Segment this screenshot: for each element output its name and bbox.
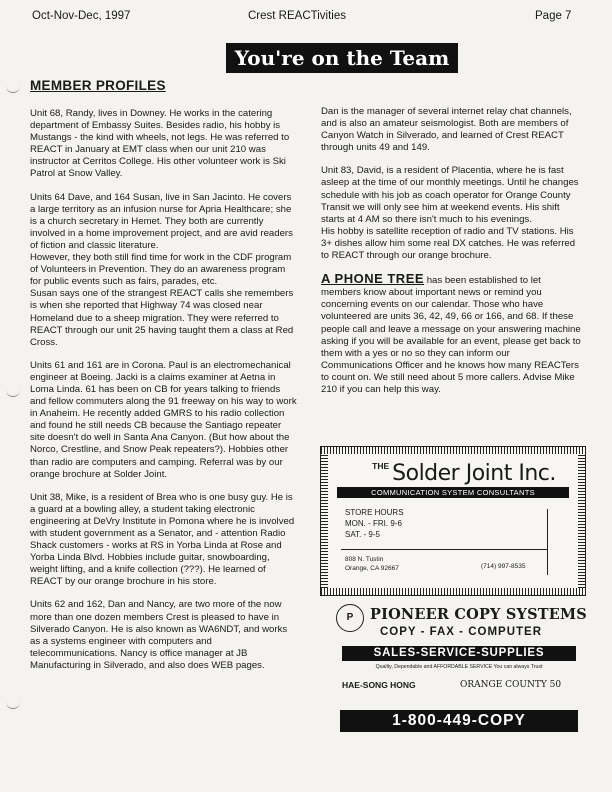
address-street: 808 N. Tustin [345,556,384,563]
ad-border-right [578,454,585,588]
pioneer-seal-icon: P [336,604,364,632]
pioneer-quality-line: Quality, Dependable and AFFORDABLE SERVICE You can always Trust [375,664,543,670]
header-date: Oct-Nov-Dec, 1997 [32,10,131,22]
pioneer-phone: 1-800-449-COPY [340,710,578,732]
profile-paul-jacki: Units 61 and 161 are in Corona. Paul is an electromechanical engineer at Boeing. Jacki is a claims examiner at Aetna in Loma Linda. 61 has been on CB for years talking to friends and fellow commuters along the 91 freeway on his way to work in Anaheim. He recently added GMRS to his radio collection and found he still needs CB because the Santiago repeater site doesn't do well in Santa Ana Canyon. (But how about the Norco, Crestline, and Snow Peak repeaters?). Hobbies other than radio are computers and camping. Referral was by our orange brochure at Solder Joint. [30,359,297,480]
solder-joint-logo [359,461,569,486]
header-page-number: Page 7 [535,10,572,22]
profile-susan-story: Susan says one of the strangest REACT calls she remembers is when she reported that Highway 74 was closed near Homeland due to a sheep migration. They were referred to REACT through our unit 25 having taught them a class at Red Cross. [30,288,294,348]
profile-dave-susan-cont: However, they both still find time for work in the CDF program of Volunteers in Prevention. They do an awareness program for public events such as fairs, parades, etc. [30,252,292,288]
profile-dan-cont: Dan is the manager of several internet relay chat channels, and is also an amateur seismologist. Both are members of Canyon Watch in Silverado, and learned of Crest REACT through units 49 and 149. [321,106,572,154]
ad-border-bottom [321,588,585,595]
pioneer-contact-name: HAE-SONG HONG [342,680,416,690]
banner-title: You're on the Team [226,43,458,73]
right-column [321,106,583,407]
hole-punch-mark [6,700,20,709]
profile-david: Unit 83, David, is a resident of Placentia, where he is fast asleep at the time of our monthly meetings. Until he changes schedule with his job as coach operator for Orange County Transit we will only see him at weekend events. His shift starts at 4 AM so there isn't much to his evenings. [321,165,579,225]
solder-joint-phone: (714) 997-8535 [481,563,526,570]
ad-border-left [321,454,328,588]
phone-tree-paragraph [321,273,583,396]
solder-joint-the: THE [372,461,390,471]
pioneer-copy-ad [336,604,587,744]
ad-divider-horizontal [341,549,547,550]
pioneer-services: COPY - FAX - COMPUTER [380,626,542,638]
pioneer-sales-banner: SALES-SERVICE-SUPPLIES [342,646,576,661]
solder-joint-ad [320,446,586,596]
profile-mike: Unit 38, Mike, is a resident of Brea who is one busy guy. He is a guard at a bowling alley, a student taking electronic engineering at DeVry Institute in Pomona where he is involved with student government as a Senator, and - attention Radio Shack customers - works at RS in Yorba Linda at Rose and Yorba Linda Blvd. Hobbies include guitar, snowboarding, weight lifting, and a knife collection (???). He learned of REACT by our orange brochure in his store. [30,491,295,588]
ad-divider-vertical [547,509,548,575]
pioneer-county: ORANGE COUNTY 50 [460,680,562,690]
hours-saturday: SAT. - 9-5 [345,530,380,539]
left-column [30,108,298,683]
hole-punch-mark [6,84,20,93]
solder-joint-tagline: COMMUNICATION SYSTEM CONSULTANTS [337,487,569,498]
hours-weekday: MON. - FRI. 9-6 [345,519,402,528]
header-newsletter-title: Crest REACTivities [248,10,346,22]
profile-randy: Unit 68, Randy, lives in Downey. He works in the catering department of Embassy Suites. Besides radio, his hobby is Mustangs - the kind with wheels, not legs. He was referred to REACT in January at EMT class when our unit 210 was instructor at Cerritos College. His other volunteer work is Ski Patrol at Snow Valley. [30,108,290,180]
profile-dave-susan: Units 64 Dave, and 164 Susan, live in San Jacinto. He covers a large territory as an infusion nurse for Apria Healthcare; she is a church secretary in Hemet. They both are currently involved in a home improvement project, and are avid readers of fiction and classic literature. [30,191,293,251]
phone-tree-text: has been established to let members know about important news or remind you concerning events on our calendar. Those who have volunteered are units 36, 42, 49, 66 or 166, and 68. If these people call and leave a message on your answering machine asking if you will be available for an event, please get back to them with a yes or no so they can inform our Communications Officer and he knows how many REACTers to count on. We still need about 5 more callers. Advise Mike 210 if you can help this way. [321,275,581,395]
phone-tree-title: A PHONE TREE [321,271,425,287]
solder-joint-address [345,555,399,573]
solder-joint-name: Solder Joint Inc. [392,461,556,486]
address-city: Orange, CA 92667 [345,565,399,572]
profile-david-hobby: His hobby is satellite reception of radio and TV stations. His 3+ dishes allow him some real DX catches. He was referred to REACT through our orange brochure. [321,225,576,262]
ad-border-top [321,447,585,454]
solder-joint-hours [345,507,404,540]
pioneer-name: PIONEER COPY SYSTEMS [370,606,587,623]
profile-dan-nancy: Units 62 and 162, Dan and Nancy, are two more of the now more than one dozen members Crest is pleased to have in Silverado Canyon. He is also known as WA6NDT, and works as a systems engineer with computers and telecommunications. Nancy is office manager at JB Manufacturing in Silverado, and also does WEB pages. [30,599,288,671]
section-title: MEMBER PROFILES [30,78,166,93]
hours-title: STORE HOURS [345,508,404,517]
hole-punch-mark [6,388,20,397]
